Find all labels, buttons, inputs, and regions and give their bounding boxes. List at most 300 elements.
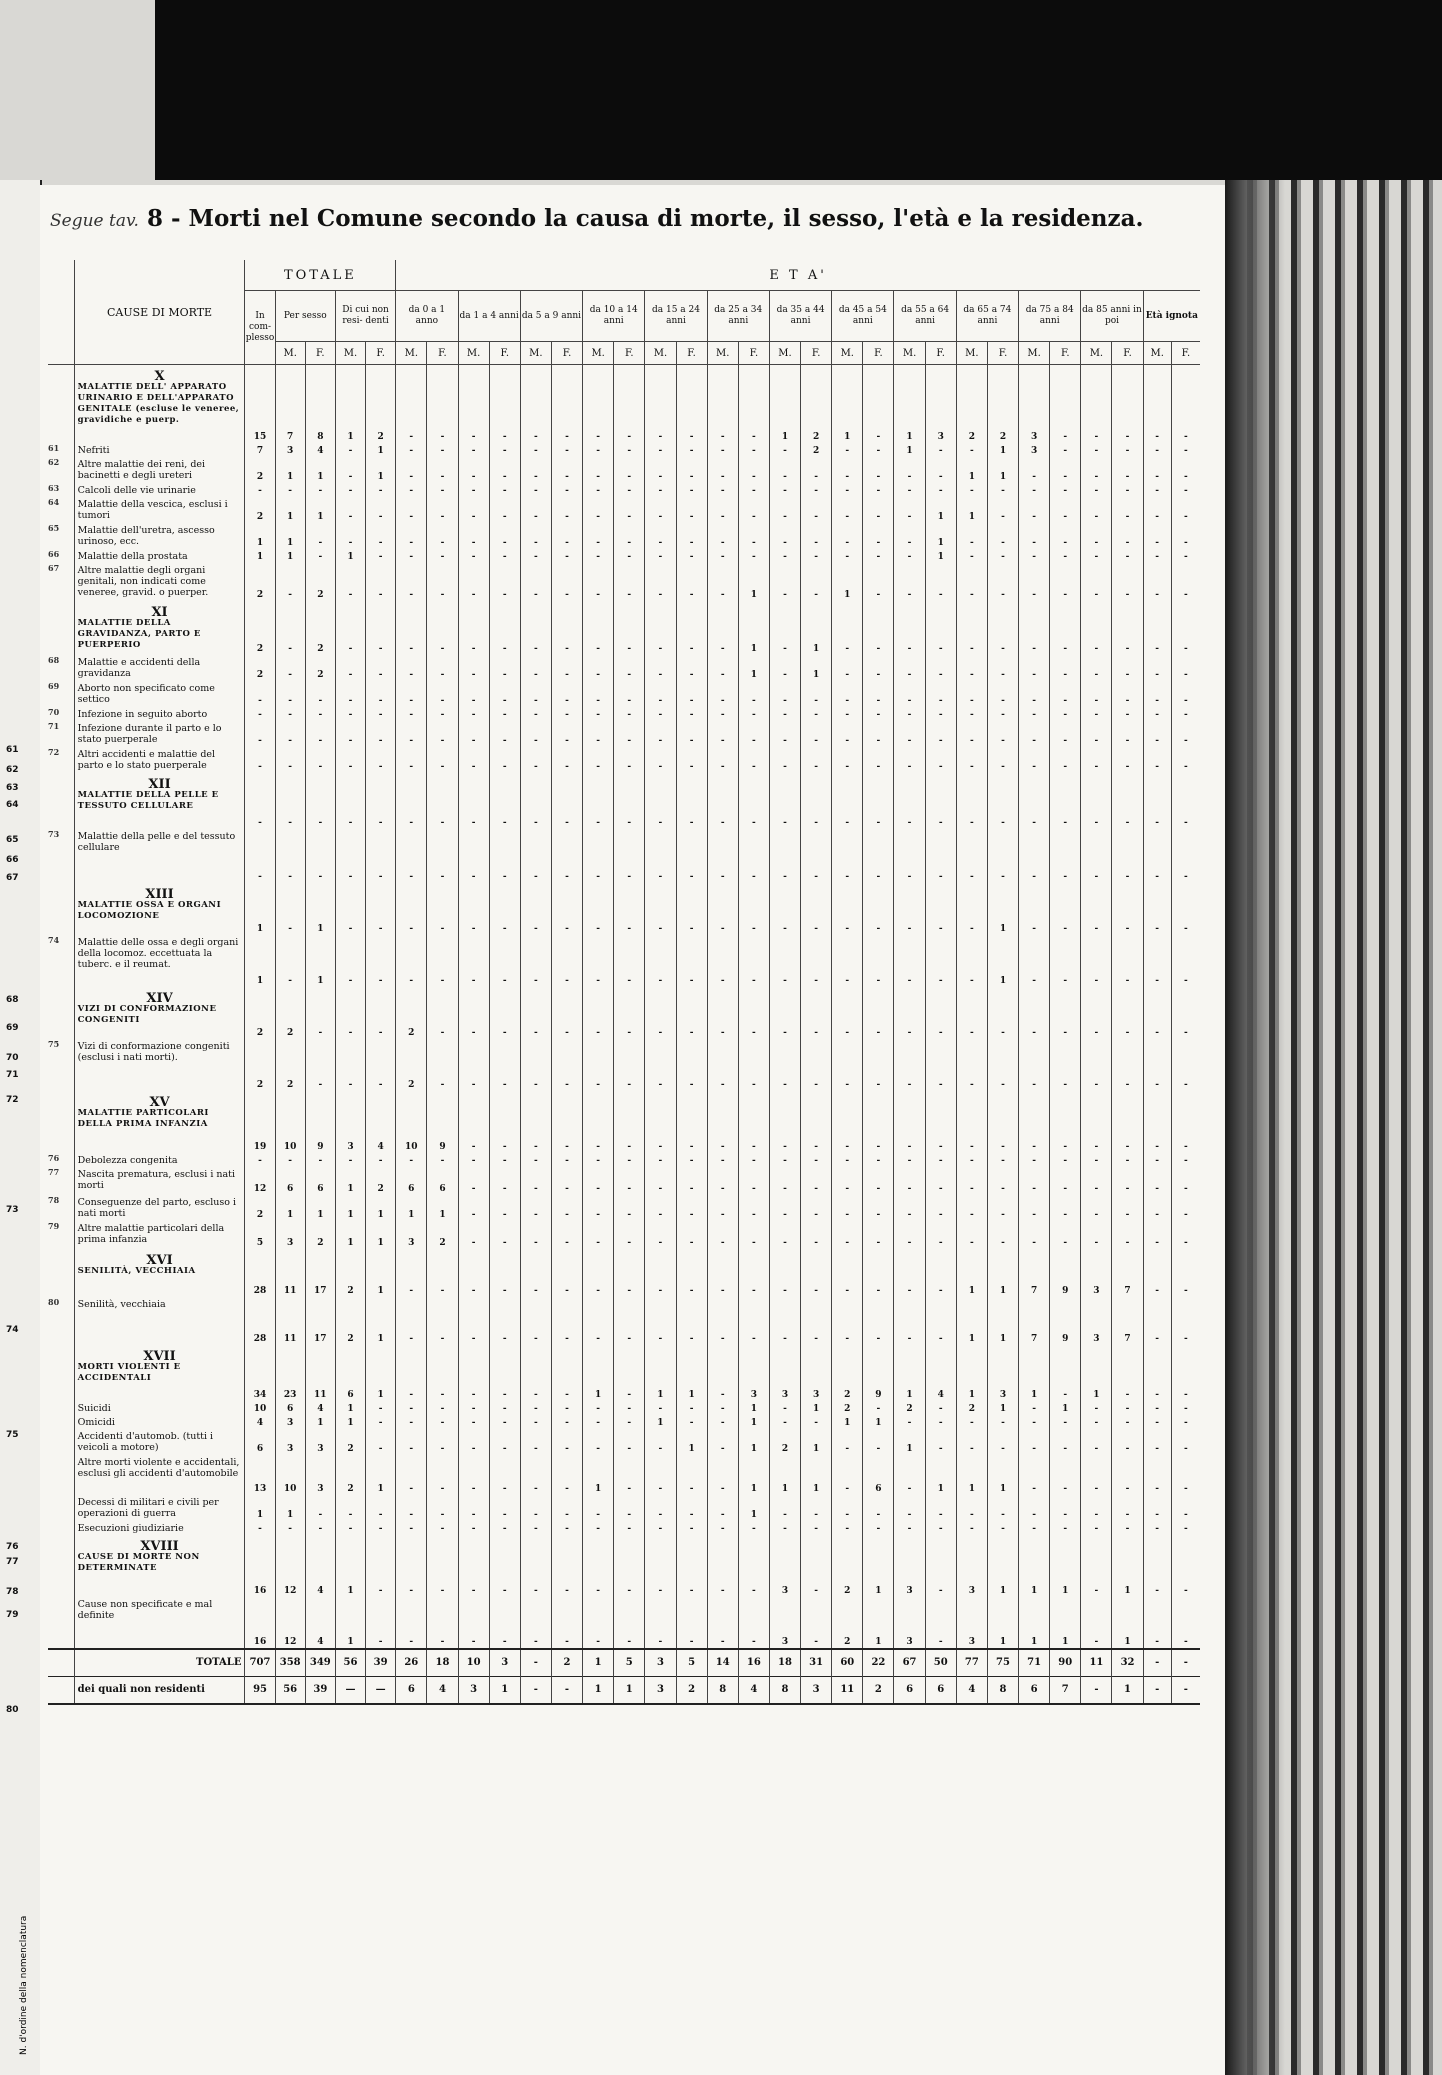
section-cell: -	[832, 1249, 863, 1297]
section-cell: -	[676, 365, 707, 443]
data-cell: -	[1143, 721, 1171, 747]
data-cell: -	[832, 1429, 863, 1455]
data-cell: 2	[894, 1401, 925, 1415]
data-cell: -	[1019, 721, 1050, 747]
data-cell: -	[925, 1415, 956, 1429]
data-cell: -	[427, 523, 458, 549]
non-residents-label: dei quali non residenti	[74, 1676, 245, 1704]
section-cell: -	[676, 773, 707, 829]
data-cell: 1	[335, 1415, 365, 1429]
data-cell: -	[1050, 549, 1081, 563]
data-cell: 4	[305, 1597, 335, 1649]
data-cell: -	[956, 1429, 987, 1455]
section-cell: -	[894, 883, 925, 935]
data-cell: -	[366, 1521, 396, 1535]
data-cell: 3	[275, 1221, 305, 1249]
data-cell: -	[396, 935, 427, 987]
data-cell: -	[925, 721, 956, 747]
section-cell: -	[551, 883, 582, 935]
non-residents-cell: 8	[769, 1676, 800, 1704]
data-cell: -	[894, 563, 925, 601]
data-cell: -	[894, 829, 925, 883]
section-cell: -	[305, 773, 335, 829]
data-cell: 2	[769, 1429, 800, 1455]
data-cell: -	[583, 1153, 614, 1167]
totals-cell: 67	[894, 1649, 925, 1677]
data-cell: -	[676, 747, 707, 773]
section-cell: -	[676, 1091, 707, 1153]
header-male: M.	[1143, 342, 1171, 365]
data-cell: -	[1019, 1039, 1050, 1091]
data-cell: 1	[305, 497, 335, 523]
data-cell: -	[956, 1167, 987, 1195]
data-cell: -	[676, 1221, 707, 1249]
section-cell: 1	[245, 883, 275, 935]
section-cell: -	[645, 773, 676, 829]
section-cell: -	[1019, 987, 1050, 1039]
data-cell: 1	[801, 1401, 832, 1415]
data-cell: -	[366, 707, 396, 721]
data-cell-empty: -	[1171, 1415, 1200, 1429]
data-cell: -	[396, 1415, 427, 1429]
data-cell: -	[1112, 497, 1143, 523]
data-cell: -	[458, 1429, 489, 1455]
data-cell: -	[801, 1195, 832, 1221]
section-cell: 2	[987, 365, 1018, 443]
data-cell: -	[769, 721, 800, 747]
non-residents-cell: —	[366, 1676, 396, 1704]
data-cell: -	[583, 549, 614, 563]
non-residents-cell: 6	[396, 1676, 427, 1704]
data-cell: -	[614, 1495, 645, 1521]
data-cell: -	[956, 549, 987, 563]
section-roman: XIV	[146, 990, 173, 1006]
data-cell: -	[832, 829, 863, 883]
totals-cell: 2	[551, 1649, 582, 1677]
data-cell: -	[738, 483, 769, 497]
data-cell: -	[863, 747, 894, 773]
cause-label: Malattie e accidenti della gravidanza	[74, 655, 245, 681]
section-cell: -	[275, 883, 305, 935]
data-cell: -	[1050, 1195, 1081, 1221]
data-cell: -	[520, 707, 551, 721]
data-cell: -	[925, 1195, 956, 1221]
data-cell: -	[832, 721, 863, 747]
data-cell: -	[1019, 523, 1050, 549]
data-cell: 2	[245, 655, 275, 681]
section-cell-empty: -	[1171, 773, 1200, 829]
data-cell: -	[707, 829, 738, 883]
data-cell: -	[427, 443, 458, 457]
section-cell: -	[366, 883, 396, 935]
data-cell: -	[1050, 563, 1081, 601]
section-cell: 1	[676, 1345, 707, 1401]
data-cell: -	[520, 457, 551, 483]
section-cell: 12	[275, 1535, 305, 1597]
section-cell: 4	[366, 1091, 396, 1153]
data-cell-empty: -	[1171, 721, 1200, 747]
header-male: M.	[396, 342, 427, 365]
data-cell: -	[707, 681, 738, 707]
data-cell: -	[366, 1401, 396, 1415]
data-cell: 1	[956, 1297, 987, 1345]
section-cell: -	[832, 601, 863, 655]
data-cell: -	[769, 1521, 800, 1535]
non-residents-cell: 56	[275, 1676, 305, 1704]
section-cell: -	[520, 601, 551, 655]
data-cell: -	[427, 1429, 458, 1455]
data-cell: -	[489, 1195, 520, 1221]
data-cell: -	[583, 747, 614, 773]
data-cell: -	[987, 747, 1018, 773]
data-cell: -	[645, 443, 676, 457]
section-cell: -	[1112, 1091, 1143, 1153]
data-cell: 2	[305, 563, 335, 601]
section-cell: -	[832, 883, 863, 935]
data-cell: -	[551, 655, 582, 681]
data-cell: -	[245, 707, 275, 721]
data-cell: -	[366, 721, 396, 747]
section-cell: 3	[894, 1535, 925, 1597]
data-cell: -	[801, 747, 832, 773]
row-number: 78	[48, 1194, 60, 1205]
data-cell: 2	[335, 1297, 365, 1345]
header-female: F.	[305, 342, 335, 365]
totals-cell: 5	[676, 1649, 707, 1677]
data-cell: 3	[275, 1415, 305, 1429]
data-cell: -	[489, 1221, 520, 1249]
section-cell: -	[925, 1535, 956, 1597]
data-cell: -	[1019, 1521, 1050, 1535]
data-cell: -	[645, 829, 676, 883]
cause-label: Altre morti violente e accidentali, esclusi gli accidenti d'automobile	[74, 1455, 245, 1495]
section-cell: 1	[1112, 1535, 1143, 1597]
section-cell: 3	[335, 1091, 365, 1153]
cause-label: Altri accidenti e malattie del parto e lo stato puerperale	[74, 747, 245, 773]
data-cell: 1	[1050, 1401, 1081, 1415]
data-cell: -	[1050, 1521, 1081, 1535]
totals-cell: 349	[305, 1649, 335, 1677]
data-cell: -	[366, 1039, 396, 1091]
data-cell: -	[458, 747, 489, 773]
data-cell: -	[396, 523, 427, 549]
section-cell: 2	[335, 1249, 365, 1297]
header-female: F.	[614, 342, 645, 365]
header-female: F.	[863, 342, 894, 365]
section-cell: -	[1050, 987, 1081, 1039]
data-cell: -	[335, 655, 365, 681]
data-cell: -	[832, 1297, 863, 1345]
data-cell: -	[489, 1521, 520, 1535]
section-cell: -	[489, 987, 520, 1039]
data-cell: -	[614, 1195, 645, 1221]
data-cell: -	[458, 1597, 489, 1649]
data-cell: -	[275, 721, 305, 747]
data-cell: -	[894, 1521, 925, 1535]
data-cell: -	[396, 549, 427, 563]
data-cell: -	[707, 1597, 738, 1649]
data-cell: -	[1143, 1297, 1171, 1345]
totals-cell: 22	[863, 1649, 894, 1677]
margin-number: 71	[6, 1070, 19, 1080]
data-cell: -	[925, 563, 956, 601]
section-cell: 2	[275, 987, 305, 1039]
data-cell: -	[1143, 1221, 1171, 1249]
data-cell: -	[614, 443, 645, 457]
data-cell: -	[489, 1039, 520, 1091]
section-cell: -	[863, 883, 894, 935]
section-cell: 15	[245, 365, 275, 443]
section-cell: -	[583, 1249, 614, 1297]
data-cell: 1	[245, 935, 275, 987]
data-cell: -	[366, 1153, 396, 1167]
section-roman: XII	[148, 776, 171, 792]
data-cell: 4	[305, 1401, 335, 1415]
data-cell: 2	[245, 563, 275, 601]
non-residents-cell: 2	[676, 1676, 707, 1704]
data-cell: -	[1019, 681, 1050, 707]
totals-cell: 11	[1081, 1649, 1112, 1677]
data-cell: -	[769, 497, 800, 523]
data-cell: -	[801, 1597, 832, 1649]
data-cell: -	[366, 549, 396, 563]
data-cell: 10	[245, 1401, 275, 1415]
data-cell: -	[427, 747, 458, 773]
data-cell: -	[707, 747, 738, 773]
cause-label: Malattie dell'uretra, ascesso urinoso, ecc.	[74, 523, 245, 549]
data-cell: -	[1050, 483, 1081, 497]
section-cell: -	[396, 773, 427, 829]
data-cell: -	[614, 1429, 645, 1455]
data-cell: 13	[245, 1455, 275, 1495]
cause-label: Altre malattie particolari della prima infanzia	[74, 1221, 245, 1249]
data-cell: -	[458, 1495, 489, 1521]
data-cell: 3	[275, 1429, 305, 1455]
section-cell: -	[707, 987, 738, 1039]
data-cell: -	[863, 1401, 894, 1415]
section-cell: 9	[863, 1345, 894, 1401]
data-cell: -	[894, 1221, 925, 1249]
totals-cell: 10	[458, 1649, 489, 1677]
data-cell: -	[738, 747, 769, 773]
section-cell: -	[1081, 773, 1112, 829]
data-cell: -	[925, 1429, 956, 1455]
data-cell: -	[427, 829, 458, 883]
data-cell: -	[583, 1297, 614, 1345]
data-cell: -	[645, 655, 676, 681]
data-cell: -	[832, 457, 863, 483]
header-male: M.	[956, 342, 987, 365]
data-cell: -	[396, 707, 427, 721]
data-cell-empty: -	[1171, 1167, 1200, 1195]
data-cell: -	[245, 721, 275, 747]
margin-number: 74	[6, 1325, 19, 1335]
data-cell: -	[894, 681, 925, 707]
header-age-group: da 5 a 9 anni	[520, 291, 582, 342]
data-cell: -	[551, 523, 582, 549]
data-cell: 6	[396, 1167, 427, 1195]
data-cell: -	[832, 523, 863, 549]
margin-number: 72	[6, 1095, 19, 1105]
section-cell: -	[520, 1345, 551, 1401]
data-cell: -	[987, 523, 1018, 549]
section-roman: XVII	[143, 1348, 176, 1364]
row-number: 67	[48, 562, 60, 573]
section-cell: -	[1143, 1249, 1171, 1297]
totals-cell: 18	[769, 1649, 800, 1677]
non-residents-cell: -	[1081, 1676, 1112, 1704]
data-cell: -	[458, 1455, 489, 1495]
data-cell: -	[614, 935, 645, 987]
data-cell: -	[583, 457, 614, 483]
data-cell: -	[925, 1597, 956, 1649]
header-male: M.	[832, 342, 863, 365]
data-cell-empty: -	[1171, 1495, 1200, 1521]
section-heading	[74, 1345, 245, 1401]
section-cell: 1	[305, 883, 335, 935]
data-cell: 5	[245, 1221, 275, 1249]
data-cell: -	[458, 655, 489, 681]
data-cell: 6	[275, 1167, 305, 1195]
data-cell: -	[520, 1039, 551, 1091]
data-cell: -	[520, 829, 551, 883]
data-cell: 2	[801, 443, 832, 457]
data-cell: 10	[275, 1455, 305, 1495]
data-cell: -	[676, 1039, 707, 1091]
section-cell: -	[335, 883, 365, 935]
data-cell: -	[832, 655, 863, 681]
data-cell: 1	[1112, 1597, 1143, 1649]
data-cell: -	[1081, 829, 1112, 883]
data-cell: -	[614, 497, 645, 523]
data-cell: -	[1143, 443, 1171, 457]
data-cell: -	[769, 457, 800, 483]
header-male: M.	[458, 342, 489, 365]
data-cell: -	[769, 443, 800, 457]
data-cell: -	[614, 523, 645, 549]
data-cell: -	[520, 935, 551, 987]
section-cell: -	[1081, 883, 1112, 935]
data-cell: 1	[987, 443, 1018, 457]
data-cell: -	[366, 1415, 396, 1429]
data-cell: -	[925, 1521, 956, 1535]
margin-number: 69	[6, 1023, 19, 1033]
data-cell: 2	[956, 1401, 987, 1415]
section-cell: 16	[245, 1535, 275, 1597]
data-cell: -	[801, 829, 832, 883]
section-cell: -	[583, 1091, 614, 1153]
data-cell: 2	[366, 1167, 396, 1195]
cause-label: Debolezza congenita	[74, 1153, 245, 1167]
data-cell: -	[551, 1415, 582, 1429]
data-cell: -	[707, 1167, 738, 1195]
section-cell: -	[396, 883, 427, 935]
data-cell: 3	[305, 1455, 335, 1495]
data-cell: -	[396, 1597, 427, 1649]
data-cell: -	[458, 497, 489, 523]
data-cell: -	[676, 829, 707, 883]
book-page-edges	[1225, 180, 1442, 2075]
data-cell: 1	[738, 1495, 769, 1521]
header-age-group: da 10 a 14 anni	[583, 291, 645, 342]
data-cell: -	[275, 1521, 305, 1535]
data-cell: -	[863, 935, 894, 987]
data-cell: -	[645, 497, 676, 523]
data-cell: -	[551, 457, 582, 483]
data-cell: -	[801, 549, 832, 563]
data-cell: -	[956, 681, 987, 707]
header-male: M.	[275, 342, 305, 365]
data-cell: -	[1081, 497, 1112, 523]
data-cell: -	[305, 483, 335, 497]
data-cell: 16	[245, 1597, 275, 1649]
data-cell: -	[614, 1401, 645, 1415]
data-cell: -	[520, 1521, 551, 1535]
data-cell: -	[707, 1221, 738, 1249]
data-cell: -	[1050, 935, 1081, 987]
data-cell: -	[707, 563, 738, 601]
data-cell: -	[551, 1039, 582, 1091]
data-cell: -	[520, 1297, 551, 1345]
non-residents-cell: 8	[707, 1676, 738, 1704]
section-cell: -	[366, 601, 396, 655]
section-cell: 1	[801, 601, 832, 655]
data-cell: -	[769, 1401, 800, 1415]
row-number	[48, 601, 74, 655]
data-cell: -	[832, 483, 863, 497]
data-cell: -	[1112, 1495, 1143, 1521]
data-cell: -	[583, 829, 614, 883]
data-cell: -	[458, 1039, 489, 1091]
section-cell: -	[427, 601, 458, 655]
data-cell: -	[832, 681, 863, 707]
section-cell: -	[614, 883, 645, 935]
data-cell: -	[925, 1221, 956, 1249]
header-age-group: da 45 a 54 anni	[832, 291, 894, 342]
section-cell: 9	[427, 1091, 458, 1153]
data-cell: -	[1081, 1039, 1112, 1091]
data-cell: -	[801, 1039, 832, 1091]
data-cell: -	[1081, 1153, 1112, 1167]
data-cell: -	[738, 1195, 769, 1221]
data-cell: -	[1143, 1195, 1171, 1221]
data-cell: -	[801, 681, 832, 707]
data-cell: -	[1081, 1167, 1112, 1195]
data-cell: -	[769, 523, 800, 549]
data-cell: 1	[1050, 1597, 1081, 1649]
data-cell: -	[396, 655, 427, 681]
data-cell: -	[1019, 1455, 1050, 1495]
data-cell: -	[1050, 1039, 1081, 1091]
data-cell: -	[707, 1039, 738, 1091]
totals-cell: 56	[335, 1649, 365, 1677]
margin-number: 62	[6, 765, 19, 775]
section-cell: -	[645, 601, 676, 655]
header-age-group: da 15 a 24 anni	[645, 291, 707, 342]
data-cell: -	[1019, 457, 1050, 483]
data-cell: -	[956, 1521, 987, 1535]
section-cell: -	[583, 365, 614, 443]
data-cell: -	[427, 655, 458, 681]
data-cell: -	[275, 1153, 305, 1167]
data-cell: -	[801, 523, 832, 549]
data-cell: -	[832, 935, 863, 987]
cause-label: Malattie della vescica, esclusi i tumori	[74, 497, 245, 523]
margin-number: 70	[6, 1053, 19, 1063]
data-cell: -	[956, 829, 987, 883]
data-cell: -	[1050, 523, 1081, 549]
section-cell: -	[956, 883, 987, 935]
